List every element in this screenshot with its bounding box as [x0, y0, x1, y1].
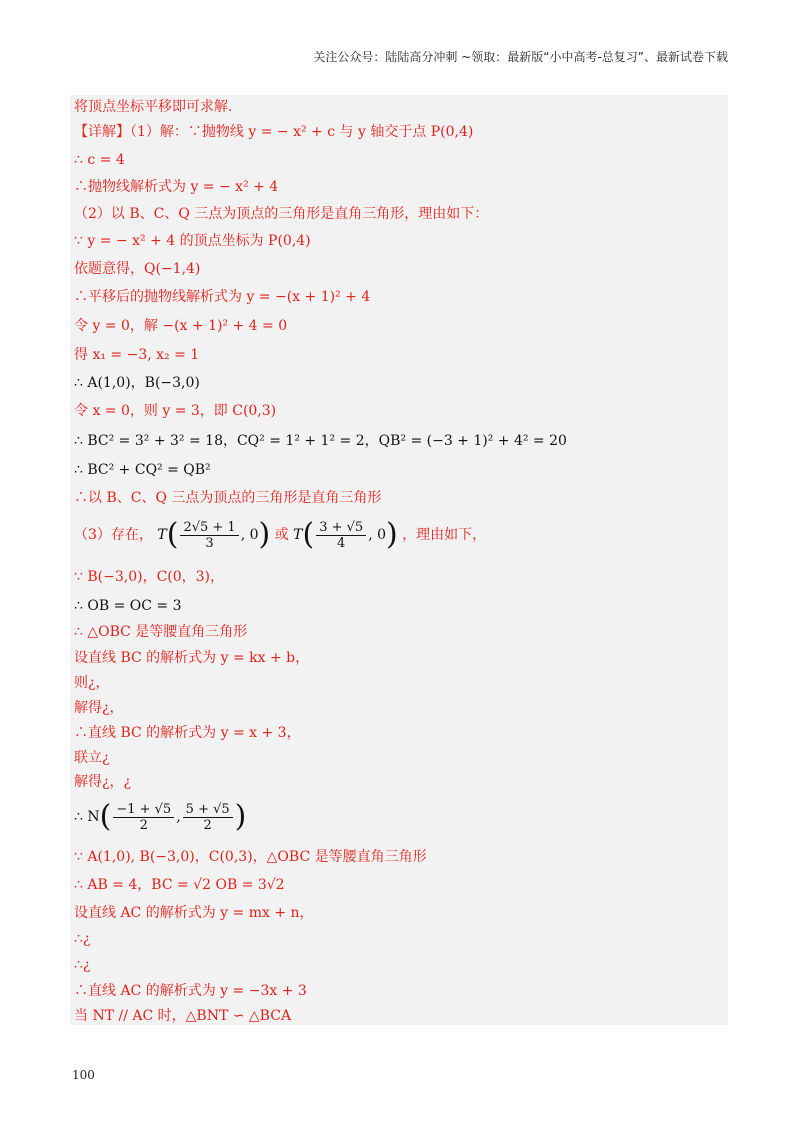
text-line: 设直线 BC 的解析式为 y = kx + b，: [74, 650, 310, 666]
text-line: ∴ BC² + CQ² = QB²: [74, 462, 211, 478]
n-x-denominator: 2: [139, 817, 148, 833]
text-line: ∴ c = 4: [74, 152, 125, 168]
text-line: 依题意得，Q(−1,4): [74, 261, 201, 277]
t2-fraction: [316, 520, 366, 551]
text-line: 令 y = 0，解 −(x + 1)² + 4 = 0: [74, 318, 288, 334]
page-header: 关注公众号：陆陆高分冲刺 ~领取：最新版“小中高考-总复习”、最新试卷下载: [313, 50, 728, 64]
t2-numerator: 3 + √5: [316, 520, 366, 536]
text-line: （2）以 B、C、Q 三点为顶点的三角形是直角三角形，理由如下：: [74, 206, 489, 222]
text-line: ∴ OB = OC = 3: [74, 598, 182, 614]
paren-close-icon: ): [386, 517, 398, 552]
paren-open-icon: (: [166, 517, 179, 552]
solution-content: [70, 95, 728, 1025]
text-line: ∴ AB = 4，BC = √2 OB = 3√2: [74, 877, 285, 893]
n-x-numerator: −1 + √5: [113, 802, 174, 818]
text-line: 解得¿，: [74, 700, 124, 716]
text-line: 设直线 AC 的解析式为 y = mx + n，: [74, 905, 314, 921]
text-line: ∴ A(1,0)，B(−3,0): [74, 375, 200, 391]
n-y-fraction: [183, 802, 233, 833]
paren-open-icon: (: [99, 799, 112, 834]
text-line: ∴¿: [74, 957, 91, 973]
text-line: 解得¿，¿: [74, 774, 132, 790]
text-line: ∴抛物线解析式为 y = − x² + 4: [74, 179, 279, 195]
n-y-denominator: 2: [203, 817, 212, 833]
n-label: ∴ N: [74, 809, 100, 825]
text-line: ∵ B(−3,0)，C(0，3)，: [74, 569, 225, 585]
comma-separator: ,: [176, 809, 181, 825]
text-line: ∴直线 BC 的解析式为 y = x + 3，: [74, 725, 301, 741]
paren-open-icon: (: [302, 517, 315, 552]
t-intro: （3）存在，: [74, 527, 153, 543]
t1-numerator: 2√5 + 1: [180, 520, 238, 536]
t-connector: 或: [274, 527, 289, 543]
t2-denominator: 4: [337, 535, 346, 551]
n-point-line: [74, 795, 246, 839]
paren-close-icon: ): [234, 799, 247, 834]
text-line: 令 x = 0，则 y = 3，即 C(0,3): [74, 403, 277, 419]
t2-tail: , 0: [368, 527, 386, 543]
t1-tail: , 0: [240, 527, 259, 543]
t-reason: ，理由如下，: [402, 527, 487, 543]
text-line: 得 x₁ = −3, x₂ = 1: [74, 347, 200, 363]
t1-fraction: [180, 520, 238, 551]
t1-denominator: 3: [205, 535, 214, 551]
text-line: 则¿，: [74, 675, 110, 691]
text-line: ∵ A(1,0), B(−3,0)，C(0,3)，△OBC 是等腰直角三角形: [74, 849, 427, 865]
page-number: 100: [72, 1068, 95, 1082]
t-existence-line: [74, 517, 486, 553]
text-line: ∴ △OBC 是等腰直角三角形: [74, 624, 248, 640]
text-line: ∴ BC² = 3² + 3² = 18，CQ² = 1² + 1² = 2，QB² = (−3 + 1)² + 4² = 20: [74, 433, 567, 449]
n-x-fraction: [113, 802, 174, 833]
text-line: 将顶点坐标平移即可求解.: [74, 99, 233, 115]
n-y-numerator: 5 + √5: [183, 802, 233, 818]
text-line: ∴直线 AC 的解析式为 y = −3x + 3: [74, 983, 307, 999]
paren-close-icon: ): [258, 517, 271, 552]
text-line: ∴以 B、C、Q 三点为顶点的三角形是直角三角形: [74, 490, 382, 506]
t-symbol-2: T: [293, 527, 303, 543]
text-line: 联立¿: [74, 750, 110, 766]
text-line: ∵ y = − x² + 4 的顶点坐标为 P(0,4): [74, 233, 311, 249]
text-line: ∴¿: [74, 931, 91, 947]
text-line: ∴平移后的抛物线解析式为 y = −(x + 1)² + 4: [74, 289, 371, 305]
text-line: 当 NT // AC 时，△BNT ∽ △BCA: [74, 1008, 292, 1024]
t-symbol-1: T: [157, 527, 167, 543]
text-line: 【详解】（1）解：∵抛物线 y = − x² + c 与 y 轴交于点 P(0,4): [74, 124, 474, 140]
